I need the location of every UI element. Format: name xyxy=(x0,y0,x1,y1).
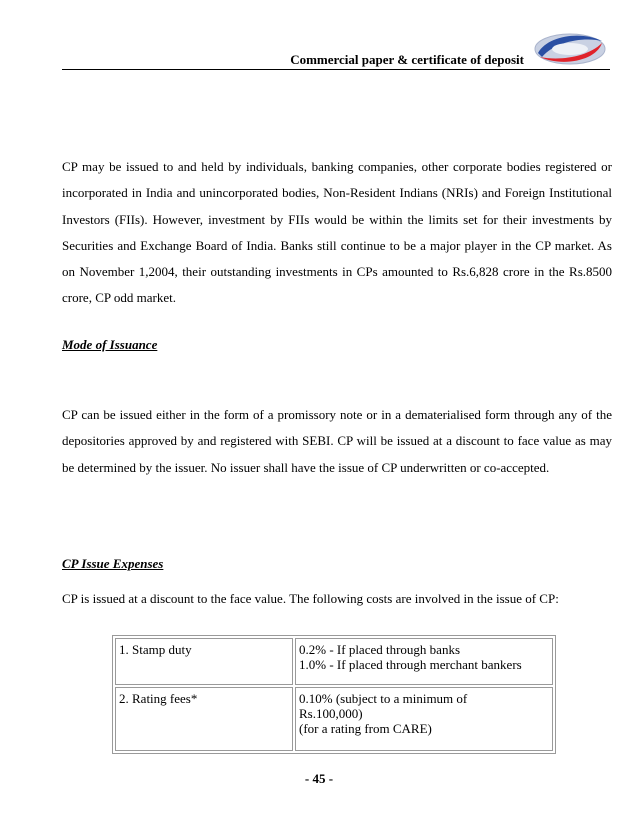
cost-detail-line: 0.10% (subject to a minimum of xyxy=(299,691,468,706)
paragraph-issue-expenses: CP is issued at a discount to the face value. The following costs are involved in the issue of CP: xyxy=(62,591,559,606)
heading-cp-issue-expenses: CP Issue Expenses xyxy=(62,556,164,571)
cost-item: 1. Stamp duty xyxy=(115,638,293,685)
header-rule xyxy=(62,69,610,70)
cost-table xyxy=(112,635,556,754)
table-row xyxy=(115,638,553,685)
cost-detail xyxy=(295,687,553,751)
cost-detail-line: 0.2% - If placed through banks xyxy=(299,642,461,657)
cost-detail-line: Rs.100,000) xyxy=(299,706,363,721)
cost-detail-line: 1.0% - If placed through merchant bankers xyxy=(299,657,522,672)
page-number: - 45 - xyxy=(304,771,334,786)
swoosh-logo-icon xyxy=(532,29,608,69)
cost-detail xyxy=(295,638,553,685)
header-title: Commercial paper & certificate of deposit xyxy=(290,52,524,67)
table-row xyxy=(115,687,553,751)
cost-item: 2. Rating fees* xyxy=(115,687,293,751)
cost-detail-line: (for a rating from CARE) xyxy=(299,721,432,736)
paragraph-cp-holders: CP may be issued to and held by individuals, banking companies, other corporate bodies registered or incorporated in India and unincorporated bodies, Non-Resident Indians (NRIs) and Foreign Institutional Investors (FIIs). However, investment by FIIs would be within the limits set for their investments by Securities and Exchange Board of India. Banks still continue to be a major player in the CP market. As on November 1,2004, their outstanding investments in CPs amounted to Rs.6,828 crore in the Rs.8500 crore, CP odd market. xyxy=(62,159,612,306)
paragraph-mode-of-issuance: CP can be issued either in the form of a promissory note or in a dematerialised form through any of the depositories approved by and registered with SEBI. CP will be issued at a discount to face value as may be determined by the issuer. No issuer shall have the issue of CP underwritten or co-accepted. xyxy=(62,407,612,475)
heading-mode-of-issuance: Mode of Issuance xyxy=(62,337,158,352)
